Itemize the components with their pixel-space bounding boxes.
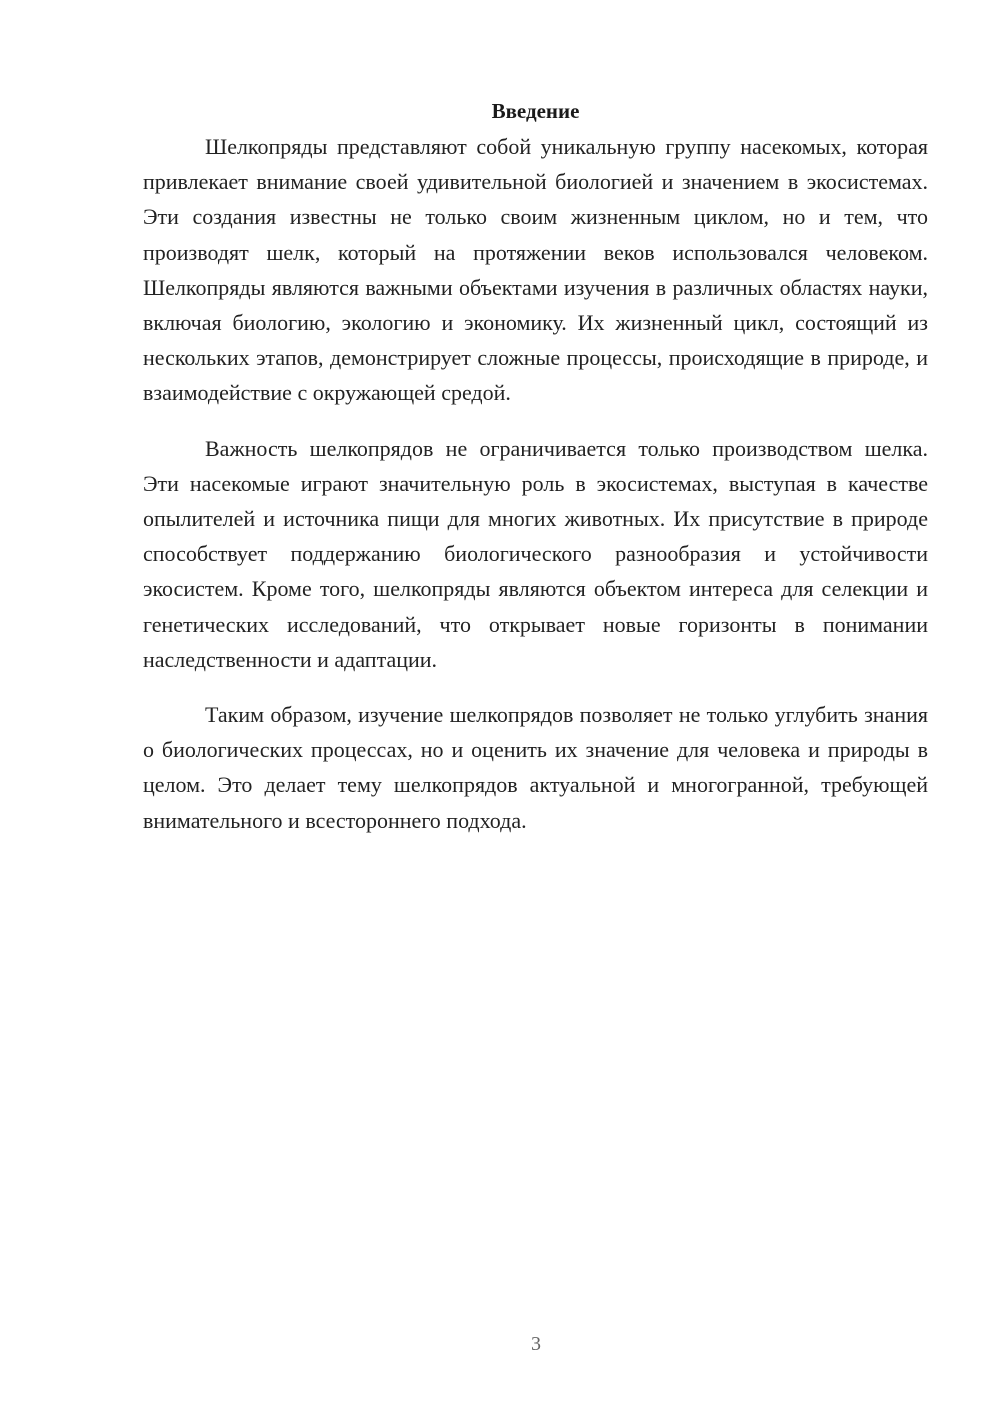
section-heading: Введение — [491, 99, 580, 123]
paragraph-1: Шелкопряды представляют собой уникальную группу насекомых, которая привлекает внимание своей удивительной биологией и значением в экосистемах. Эти создания известны не только своим жизненным циклом, но и тем, что производят шелк, который на протяжении веков использовался человеком. Шелкопряды являются важными объектами изучения в различных областях науки, включая биологию, экологию и экономику. Их жизненный цикл, состоящий из нескольких этапов, демонстрирует сложные процессы, происходящие в природе, и взаимодействие с окружающей средой. — [143, 134, 928, 406]
paragraph-3: Таким образом, изучение шелкопрядов позволяет не только углубить знания о биологических процессах, но и оценить их значение для человека и природы в целом. Это делает тему шелкопрядов актуальной и многогранной, требующей внимательного и всестороннего подхода. — [143, 702, 928, 833]
paragraph-2: Важность шелкопрядов не ограничивается только производством шелка. Эти насекомые играют значительную роль в экосистемах, выступая в качестве опылителей и источника пищи для многих животных. Их присутствие в природе способствует поддержанию биологического разнообразия и устойчивости экосистем. Кроме того, шелкопряды являются объектом интереса для селекции и генетических исследований, что открывает новые горизонты в понимании наследственности и адаптации. — [143, 435, 928, 672]
page-number: 3 — [531, 1333, 541, 1355]
page-content — [143, 94, 928, 838]
